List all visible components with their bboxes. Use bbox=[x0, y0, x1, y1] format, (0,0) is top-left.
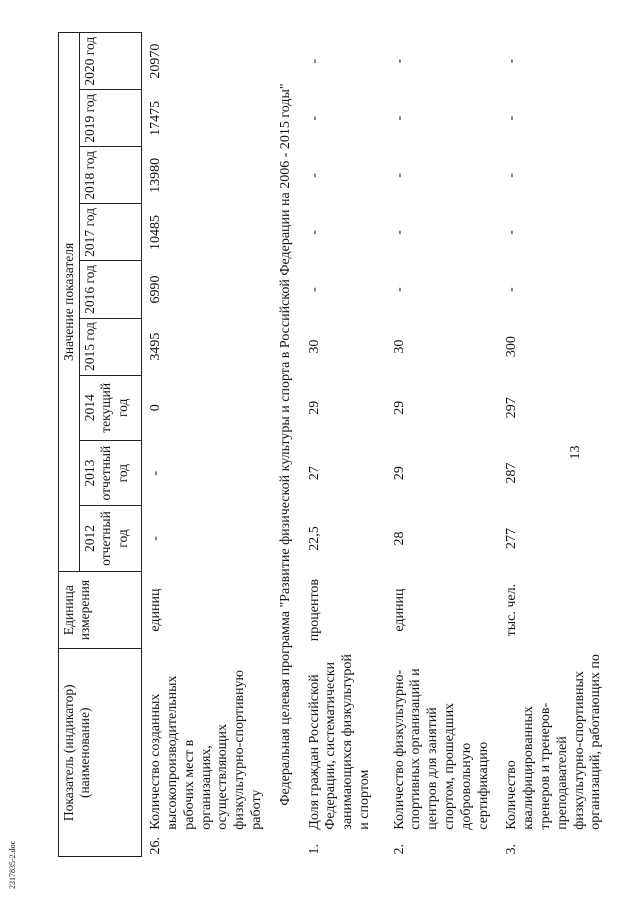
value-cell: - bbox=[504, 173, 520, 178]
value-cell: - bbox=[391, 116, 407, 121]
value-cell: - bbox=[504, 58, 520, 64]
value-cell: - bbox=[306, 58, 322, 64]
row-number: 1. bbox=[306, 844, 322, 855]
value-cell: - bbox=[391, 173, 407, 178]
value-cell: 6990 bbox=[148, 275, 164, 304]
value-cell: 22,5 bbox=[306, 526, 322, 551]
value-cell: 10485 bbox=[148, 214, 164, 250]
indicator-name: Количество квалифицированных тренеров и тренеров-преподавателей физкультурно-спортивных организаций, работающих по bbox=[504, 654, 604, 830]
section-row bbox=[272, 33, 301, 857]
table-row bbox=[386, 33, 499, 857]
header-year: 2019 год bbox=[80, 90, 142, 147]
value-cell: 30 bbox=[306, 339, 322, 354]
table-row bbox=[142, 33, 272, 857]
value-cell: 28 bbox=[391, 531, 407, 546]
value-cell: 30 bbox=[391, 339, 407, 354]
value-cell: 3495 bbox=[148, 332, 164, 361]
row-number: 3. bbox=[504, 844, 520, 855]
value-cell: 17475 bbox=[148, 100, 164, 136]
indicator-name: Количество созданных высокопроизводительных рабочих мест в организациях, осуществляющих физкультурно-спортивную работу bbox=[148, 669, 264, 830]
header-year: 2018 год bbox=[80, 147, 142, 204]
value-cell: - bbox=[391, 230, 407, 235]
value-cell: 287 bbox=[504, 462, 520, 484]
value-cell: - bbox=[504, 287, 520, 292]
row-number: 2. bbox=[391, 844, 407, 855]
value-cell: - bbox=[391, 287, 407, 292]
section-title: Федеральная целевая программа "Развитие физической культуры и спорта в Российской Федерации на 2006 - 2015 годы" bbox=[277, 83, 293, 806]
page-number: 13 bbox=[568, 445, 583, 460]
unit-cell: процентов bbox=[306, 578, 322, 642]
header-values-group: Значение показателя bbox=[59, 33, 80, 572]
value-cell: - bbox=[306, 173, 322, 178]
value-cell: 29 bbox=[391, 466, 407, 481]
value-cell: 20970 bbox=[148, 43, 164, 79]
header-year: 2012 отчетный год bbox=[80, 506, 142, 571]
value-cell: - bbox=[504, 230, 520, 235]
header-indicator: Показатель (индикатор) (наименование) bbox=[59, 649, 142, 857]
value-cell: - bbox=[306, 116, 322, 121]
value-cell: - bbox=[306, 230, 322, 235]
table-row bbox=[301, 33, 386, 857]
header-year: 2014 текущий год bbox=[80, 375, 142, 440]
value-cell: 277 bbox=[504, 528, 520, 550]
header-year: 2016 год bbox=[80, 261, 142, 318]
value-cell: - bbox=[391, 58, 407, 64]
value-cell: - bbox=[504, 116, 520, 121]
value-cell: - bbox=[306, 287, 322, 292]
unit-cell: тыс. чел. bbox=[504, 583, 520, 637]
header-year: 2013 отчетный год bbox=[80, 440, 142, 505]
header-year: 2020 год bbox=[80, 33, 142, 90]
unit-cell: единиц bbox=[391, 588, 407, 632]
row-number: 26. bbox=[148, 837, 164, 855]
indicator-name: Количество физкультурно-спортивных организаций и центров для занятий спортом, прошедших добровольную сертификацию bbox=[391, 668, 491, 830]
indicator-name: Доля граждан Российской Федерации, систематически занимающихся физкультурой и спортом bbox=[306, 654, 372, 830]
value-cell: 0 bbox=[148, 404, 164, 412]
value-cell: - bbox=[148, 536, 164, 541]
header-year: 2015 год bbox=[80, 318, 142, 375]
indicators-table bbox=[58, 32, 611, 857]
value-cell: - bbox=[148, 470, 164, 476]
header-unit: Единица измерения bbox=[59, 571, 142, 649]
table-row bbox=[498, 33, 611, 857]
header-year: 2017 год bbox=[80, 204, 142, 261]
value-cell: 27 bbox=[306, 466, 322, 481]
unit-cell: единиц bbox=[148, 588, 164, 632]
value-cell: 29 bbox=[306, 400, 322, 415]
value-cell: 13980 bbox=[148, 157, 164, 193]
value-cell: 297 bbox=[504, 397, 520, 419]
document-id: 2317835-2.doc bbox=[8, 840, 17, 889]
value-cell: 300 bbox=[504, 336, 520, 358]
value-cell: 29 bbox=[391, 400, 407, 415]
